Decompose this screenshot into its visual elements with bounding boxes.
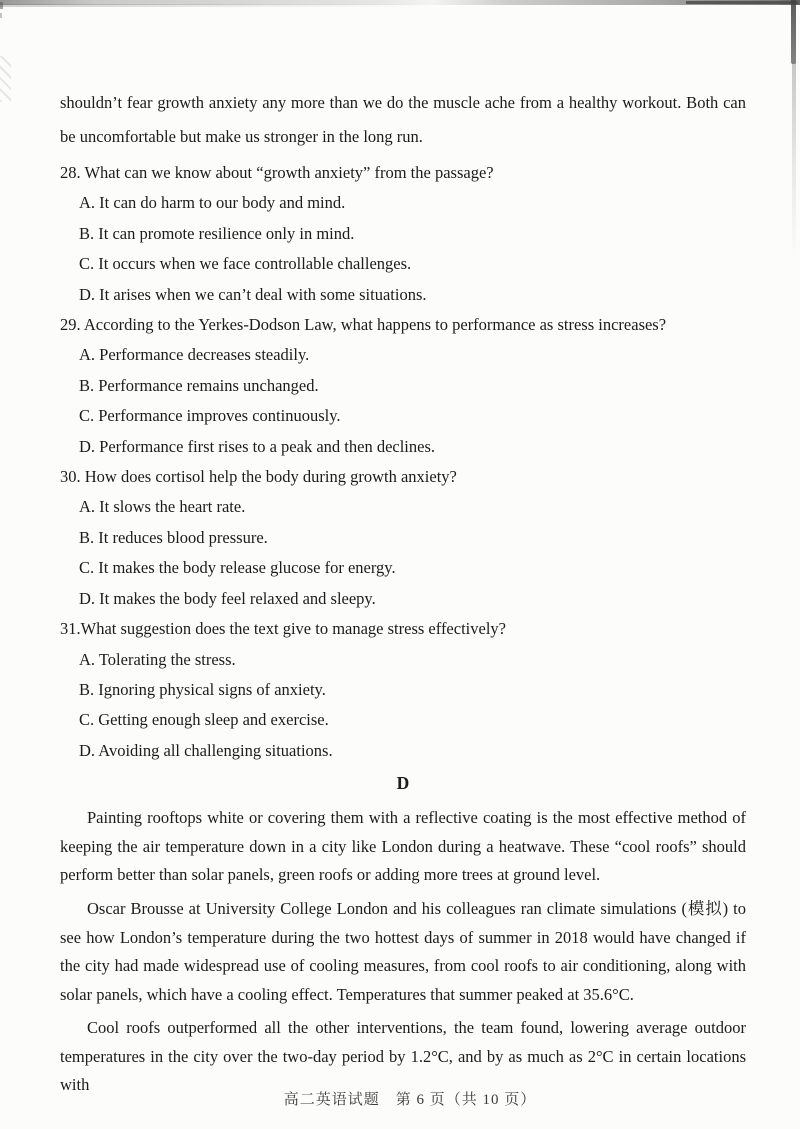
scan-artifact-left-hatch: [0, 56, 11, 102]
question-29-option-a: A. Performance decreases steadily.: [79, 345, 310, 365]
question-30-option-c: C. It makes the body release glucose for energy.: [79, 558, 396, 578]
question-30: [60, 462, 746, 614]
passage-continuation-text: shouldn’t fear growth anxiety any more than we do the muscle ache from a healthy workout. Both can be uncomfortable but make us stronger in the long run.: [60, 93, 746, 146]
passage-d-paragraph-1: Painting rooftops white or covering them with a reflective coating is the most effective method of keeping the air temperature down in a city like London during a heatwave. These “cool roofs” should perform better than solar panels, green roofs or adding more trees at ground level.: [60, 808, 746, 885]
question-29: [60, 310, 746, 462]
passage-d-label: D: [396, 773, 410, 794]
question-29-stem: 29. According to the Yerkes-Dodson Law, what happens to performance as stress increases?: [60, 315, 667, 335]
question-28-option-a: A. It can do harm to our body and mind.: [79, 193, 346, 213]
scan-artifact-corner-vertical: [791, 0, 796, 64]
question-31-option-b: B. Ignoring physical signs of anxiety.: [79, 679, 326, 699]
question-31-stem: 31.What suggestion does the text give to manage stress effectively?: [60, 619, 506, 639]
question-31: [60, 614, 746, 766]
question-29-option-d: D. Performance first rises to a peak and then declines.: [79, 436, 435, 456]
scan-artifact-right-streak: [792, 62, 796, 262]
question-28-stem: 28. What can we know about “growth anxiety” from the passage?: [60, 163, 494, 182]
question-29-option-c: C. Performance improves continuously.: [79, 406, 341, 426]
question-31-option-c: C. Getting enough sleep and exercise.: [79, 710, 329, 730]
question-29-option-b: B. Performance remains unchanged.: [79, 375, 319, 395]
page-content: [60, 0, 746, 1100]
question-28-option-c: C. It occurs when we face controllable challenges.: [79, 254, 412, 274]
question-28: [60, 158, 746, 310]
question-30-stem: 30. How does cortisol help the body during growth anxiety?: [60, 467, 457, 487]
passage-d: [60, 804, 746, 1100]
question-28-option-b: B. It can promote resilience only in mind.: [79, 223, 355, 243]
scan-artifact-left-speck: [0, 13, 2, 18]
question-28-option-d: D. It arises when we can’t deal with some situations.: [79, 284, 427, 304]
passage-d-paragraph-3: Cool roofs outperformed all the other interventions, the team found, lowering average outdoor temperatures in the city over the two-day period by 1.2°C, and by as much as 2°C in certain locations with: [60, 1018, 746, 1095]
question-31-option-d: D. Avoiding all challenging situations.: [79, 740, 333, 760]
question-30-option-d: D. It makes the body feel relaxed and sleepy.: [79, 588, 376, 608]
questions-section: [60, 158, 746, 766]
scan-artifact-left-speck: [0, 2, 3, 9]
question-31-option-a: A. Tolerating the stress.: [79, 649, 236, 669]
passage-d-paragraph-2: Oscar Brousse at University College London and his colleagues ran climate simulations (模拟) to see how London’s temperature during the two hottest days of summer in 2018 would have changed if the city had made widespread use of cooling measures, from cool roofs to air conditioning, along with solar panels, which have a cooling effect. Temperatures that summer peaked at 35.6°C.: [60, 898, 746, 1004]
question-30-option-b: B. It reduces blood pressure.: [79, 527, 268, 547]
page-footer: 高二英语试题 第 6 页（共 10 页）: [283, 1092, 537, 1108]
question-30-option-a: A. It slows the heart rate.: [79, 497, 246, 517]
